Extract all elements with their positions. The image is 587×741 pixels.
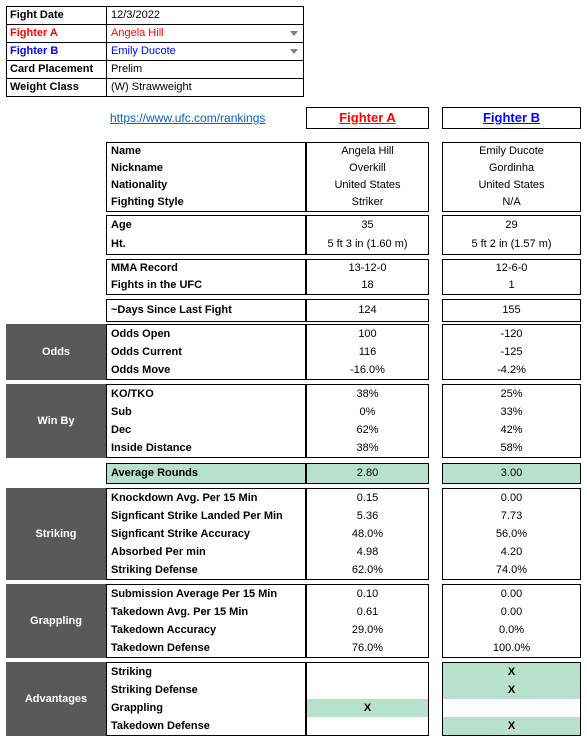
fighter-b-value: 56.0% (495, 528, 528, 540)
striking-section-label: Striking (6, 488, 106, 580)
fighter-b-value: 0.0% (498, 624, 525, 636)
profile-labels (106, 142, 306, 212)
physical-labels (106, 215, 306, 255)
fighter-b-value: X (443, 663, 580, 681)
fighter-a-value (307, 663, 428, 681)
fighter-a-value: 62.0% (351, 564, 384, 576)
row-label: Signficant Strike Landed Per Min (111, 510, 283, 522)
fight-date-label: Fight Date (10, 9, 64, 21)
row-label: Knockdown Avg. Per 15 Min (111, 492, 258, 504)
avg_rounds-fighter-a-values (306, 463, 429, 484)
card-placement-label: Card Placement (10, 63, 94, 75)
advantages-labels (106, 662, 306, 736)
grappling-section-label: Grappling (6, 584, 106, 658)
fighter-a-value: Angela Hill (111, 27, 164, 39)
fighter-b-value: 42% (500, 424, 523, 436)
row-label: Striking (111, 666, 152, 678)
physical-fighter-b-values (442, 215, 581, 255)
weight-class-label: Weight Class (10, 81, 79, 93)
fighter-a-select[interactable] (107, 25, 303, 42)
grappling-labels (106, 584, 306, 658)
fighter-b-value: -120 (500, 328, 523, 340)
weight-class-value[interactable]: (W) Strawweight (111, 81, 192, 93)
row-label: Absorbed Per min (111, 546, 206, 558)
fighter-a-value: 62% (356, 424, 379, 436)
fighter-a-value: -16.0% (350, 364, 385, 376)
row-label: Dec (111, 424, 132, 436)
fighter-b-value: 4.20 (500, 546, 523, 558)
row-label: ~Days Since Last Fight (111, 304, 232, 316)
fighter-a-value: 100 (358, 328, 377, 340)
fight-date-value[interactable]: 12/3/2022 (111, 9, 160, 21)
fighter-a-value: 0.61 (356, 606, 379, 618)
advantages-fighter-a-values (306, 662, 429, 736)
card-placement-value[interactable]: Prelim (111, 63, 143, 75)
days-fighter-b-values (442, 299, 581, 322)
fighter-b-value: Emily Ducote (479, 145, 544, 157)
fighter-b-value: X (443, 717, 580, 735)
profile-fighter-a-values (306, 142, 429, 212)
row-label: MMA Record (111, 262, 178, 274)
fighter-b-value: Emily Ducote (111, 45, 176, 57)
fighter-a-value: 35 (361, 219, 374, 231)
fighter-a-label: Fighter A (10, 27, 58, 39)
fighter-a-value: 0.15 (356, 492, 379, 504)
fighter-b-value: 25% (500, 388, 523, 400)
row-label: Takedown Defense (111, 642, 210, 654)
fighter-b-value: 0.00 (500, 492, 523, 504)
row-label: Ht. (111, 238, 126, 250)
winby-labels (106, 384, 306, 458)
fighter-a-value: Striker (351, 196, 384, 208)
ufc-rankings-link[interactable]: https://www.ufc.com/rankings (110, 111, 266, 125)
grappling-fighter-b-values (442, 584, 581, 658)
row-label: Name (111, 145, 141, 157)
winby-section-label: Win By (6, 384, 106, 458)
fighter-b-value: -125 (500, 346, 523, 358)
fighter-a-value: 0.10 (356, 588, 379, 600)
chevron-down-icon (290, 49, 298, 54)
row-label: Inside Distance (111, 442, 192, 454)
fighter-a-value: United States (334, 179, 401, 191)
fighter-b-value: 12-6-0 (495, 262, 528, 274)
row-label: KO/TKO (111, 388, 154, 400)
row-label: Takedown Avg. Per 15 Min (111, 606, 249, 618)
grappling-fighter-a-values (306, 584, 429, 658)
fighter-a-value: 13-12-0 (348, 262, 387, 274)
row-label: Odds Move (111, 364, 171, 376)
row-label: Takedown Accuracy (111, 624, 217, 636)
fighter-b-value: X (443, 681, 580, 699)
fighter-b-value: 5 ft 2 in (1.57 m) (471, 238, 552, 250)
striking-fighter-b-values (442, 488, 581, 580)
fighter-a-value: 38% (356, 442, 379, 454)
fighter-a-value (307, 681, 428, 699)
fighter-b-value: United States (478, 179, 545, 191)
row-label: Signficant Strike Accuracy (111, 528, 250, 540)
record-labels (106, 259, 306, 295)
fighter-a-value: 38% (356, 388, 379, 400)
odds-section-label: Odds (6, 324, 106, 380)
fighter-a-value: 18 (361, 279, 374, 291)
fighter-b-value: 29 (505, 219, 518, 231)
fighter-b-value: 1 (508, 279, 515, 291)
row-label: Fighting Style (111, 196, 184, 208)
odds-fighter-a-values (306, 324, 429, 380)
fighter-b-header-text: Fighter B (482, 110, 541, 125)
winby-fighter-a-values (306, 384, 429, 458)
fighter-b-value: Gordinha (488, 162, 535, 174)
days-fighter-a-values (306, 299, 429, 322)
fighter-a-header (306, 107, 429, 129)
row-label: Striking Defense (111, 684, 198, 696)
row-label: Sub (111, 406, 132, 418)
fight-info-table (6, 6, 304, 97)
fighter-a-value: X (307, 699, 428, 717)
row-label: Odds Open (111, 328, 171, 340)
row-label: Striking Defense (111, 564, 198, 576)
row-label: Takedown Defense (111, 720, 210, 732)
fighter-a-value: 116 (358, 346, 377, 358)
avg_rounds-fighter-b-values (442, 463, 581, 484)
days-labels (106, 299, 306, 322)
fighter-a-header-text: Fighter A (339, 110, 396, 125)
row-label: Nickname (111, 162, 163, 174)
advantages-fighter-b-values (442, 662, 581, 736)
fighter-b-value: 0.00 (500, 588, 523, 600)
chevron-down-icon (290, 31, 298, 36)
fighter-a-value: 2.80 (356, 467, 379, 479)
fighter-a-value: Overkill (349, 162, 386, 174)
profile-fighter-b-values (442, 142, 581, 212)
fighter-b-select[interactable] (107, 43, 303, 60)
row-label: Fights in the UFC (111, 279, 203, 291)
physical-fighter-a-values (306, 215, 429, 255)
fighter-b-value: 3.00 (500, 467, 523, 479)
fighter-b-value: 74.0% (495, 564, 528, 576)
fighter-a-value: 76.0% (351, 642, 384, 654)
striking-labels (106, 488, 306, 580)
fighter-b-value: 58% (500, 442, 523, 454)
fighter-a-value: 4.98 (356, 546, 379, 558)
fighter-b-value: 7.73 (500, 510, 523, 522)
fighter-a-value: 29.0% (351, 624, 384, 636)
row-label: Average Rounds (111, 467, 199, 479)
fighter-b-value (443, 699, 580, 717)
odds-fighter-b-values (442, 324, 581, 380)
fighter-a-value: 48.0% (351, 528, 384, 540)
fighter-b-value: -4.2% (497, 364, 526, 376)
fighter-a-value: 5 ft 3 in (1.60 m) (327, 238, 408, 250)
fighter-a-value (307, 717, 428, 735)
row-label: Odds Current (111, 346, 182, 358)
fighter-b-value: 100.0% (492, 642, 531, 654)
fighter-b-label: Fighter B (10, 45, 59, 57)
fighter-a-value: 124 (358, 304, 377, 316)
avg_rounds-labels (106, 463, 306, 484)
record-fighter-a-values (306, 259, 429, 295)
fighter-b-value: 155 (502, 304, 521, 316)
fighter-a-value: Angela Hill (341, 145, 394, 157)
fighter-b-header (442, 107, 581, 129)
odds-labels (106, 324, 306, 380)
row-label: Age (111, 219, 132, 231)
fighter-b-value: N/A (502, 196, 521, 208)
row-label: Grappling (111, 702, 163, 714)
fighter-b-value: 0.00 (500, 606, 523, 618)
fighter-a-value: 5.36 (356, 510, 379, 522)
row-label: Nationality (111, 179, 168, 191)
striking-fighter-a-values (306, 488, 429, 580)
record-fighter-b-values (442, 259, 581, 295)
advantages-section-label: Advantages (6, 662, 106, 736)
fighter-b-value: 33% (500, 406, 523, 418)
fighter-a-value: 0% (359, 406, 376, 418)
winby-fighter-b-values (442, 384, 581, 458)
row-label: Submission Average Per 15 Min (111, 588, 278, 600)
